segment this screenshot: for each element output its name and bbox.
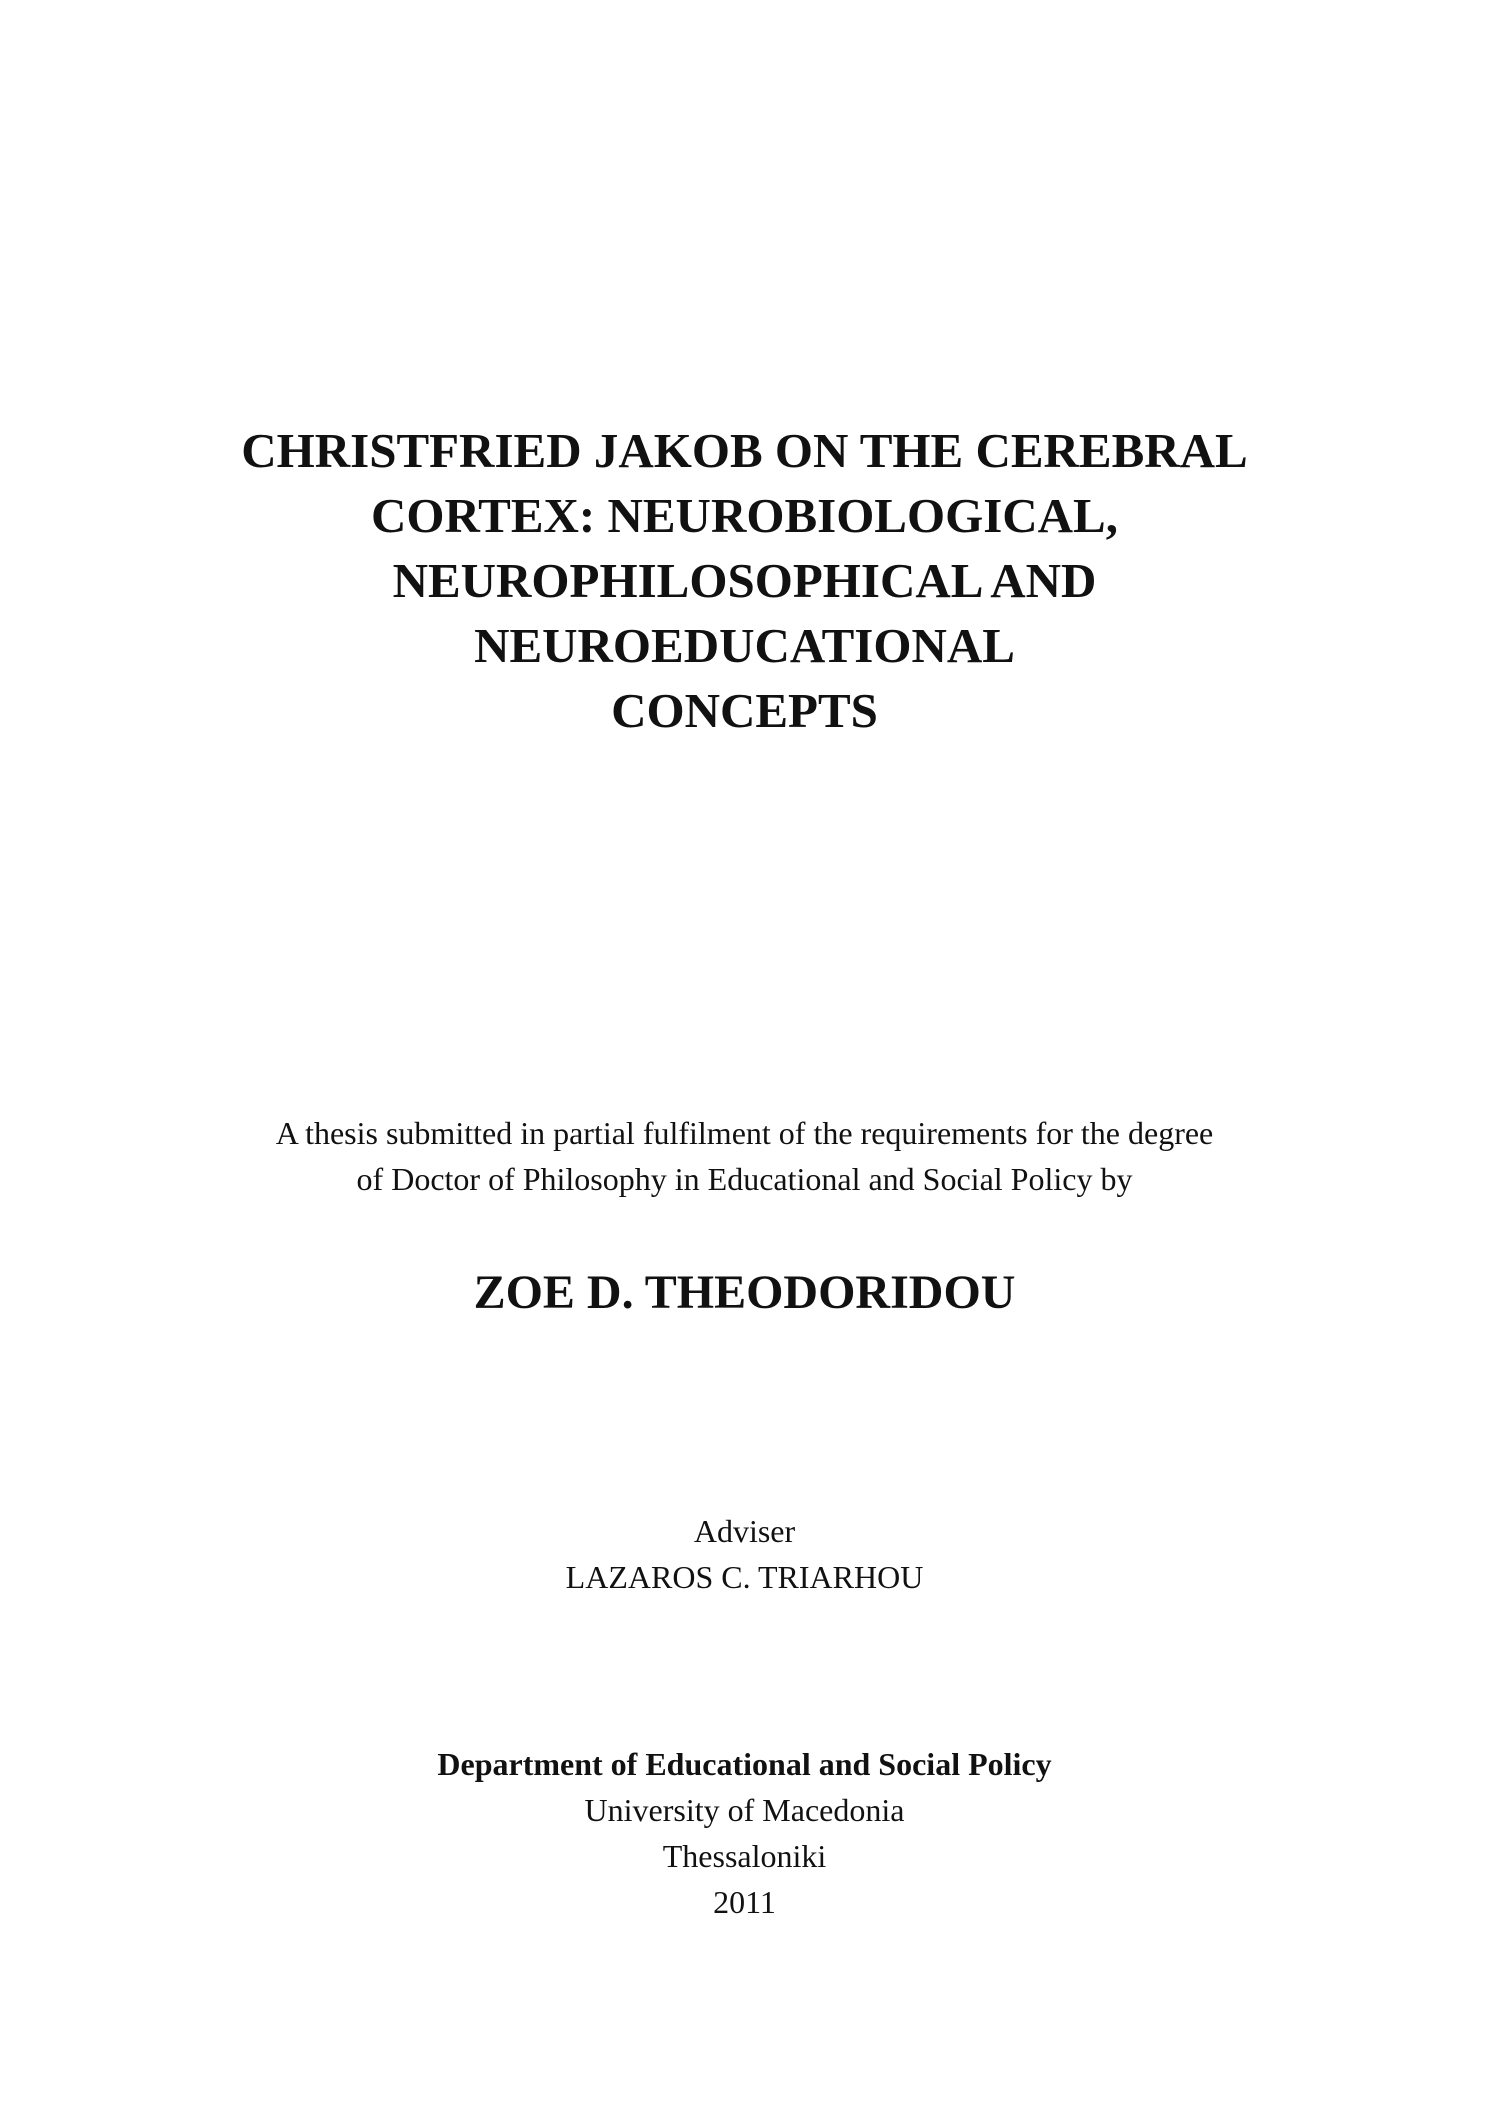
author-name: ZOE D. THEODORIDOU: [473, 1266, 1016, 1319]
adviser-block: [0, 1508, 1489, 1600]
institution-block: [0, 1741, 1489, 1925]
submission-statement-line: of Doctor of Philosophy in Educational and Social Policy by: [356, 1161, 1133, 1197]
thesis-title-line: CONCEPTS: [611, 683, 878, 738]
thesis-title-line: CORTEX: NEUROBIOLOGICAL,: [371, 488, 1118, 543]
adviser-label: Adviser: [693, 1513, 796, 1549]
university-name: University of Macedonia: [584, 1792, 905, 1828]
city-name: Thessaloniki: [662, 1838, 827, 1874]
thesis-title-line: NEUROEDUCATIONAL: [474, 618, 1015, 673]
thesis-title: [0, 418, 1489, 743]
thesis-title-line: CHRISTFRIED JAKOB ON THE CEREBRAL: [241, 423, 1248, 478]
submission-statement: [0, 1110, 1489, 1202]
thesis-title-line: NEUROPHILOSOPHICAL AND: [392, 553, 1097, 608]
publication-year: 2011: [713, 1884, 776, 1920]
submission-statement-line: A thesis submitted in partial fulfilment of the requirements for the degree: [275, 1115, 1214, 1151]
adviser-name: LAZAROS C. TRIARHOU: [565, 1559, 924, 1595]
department-name: Department of Educational and Social Policy: [437, 1746, 1052, 1782]
